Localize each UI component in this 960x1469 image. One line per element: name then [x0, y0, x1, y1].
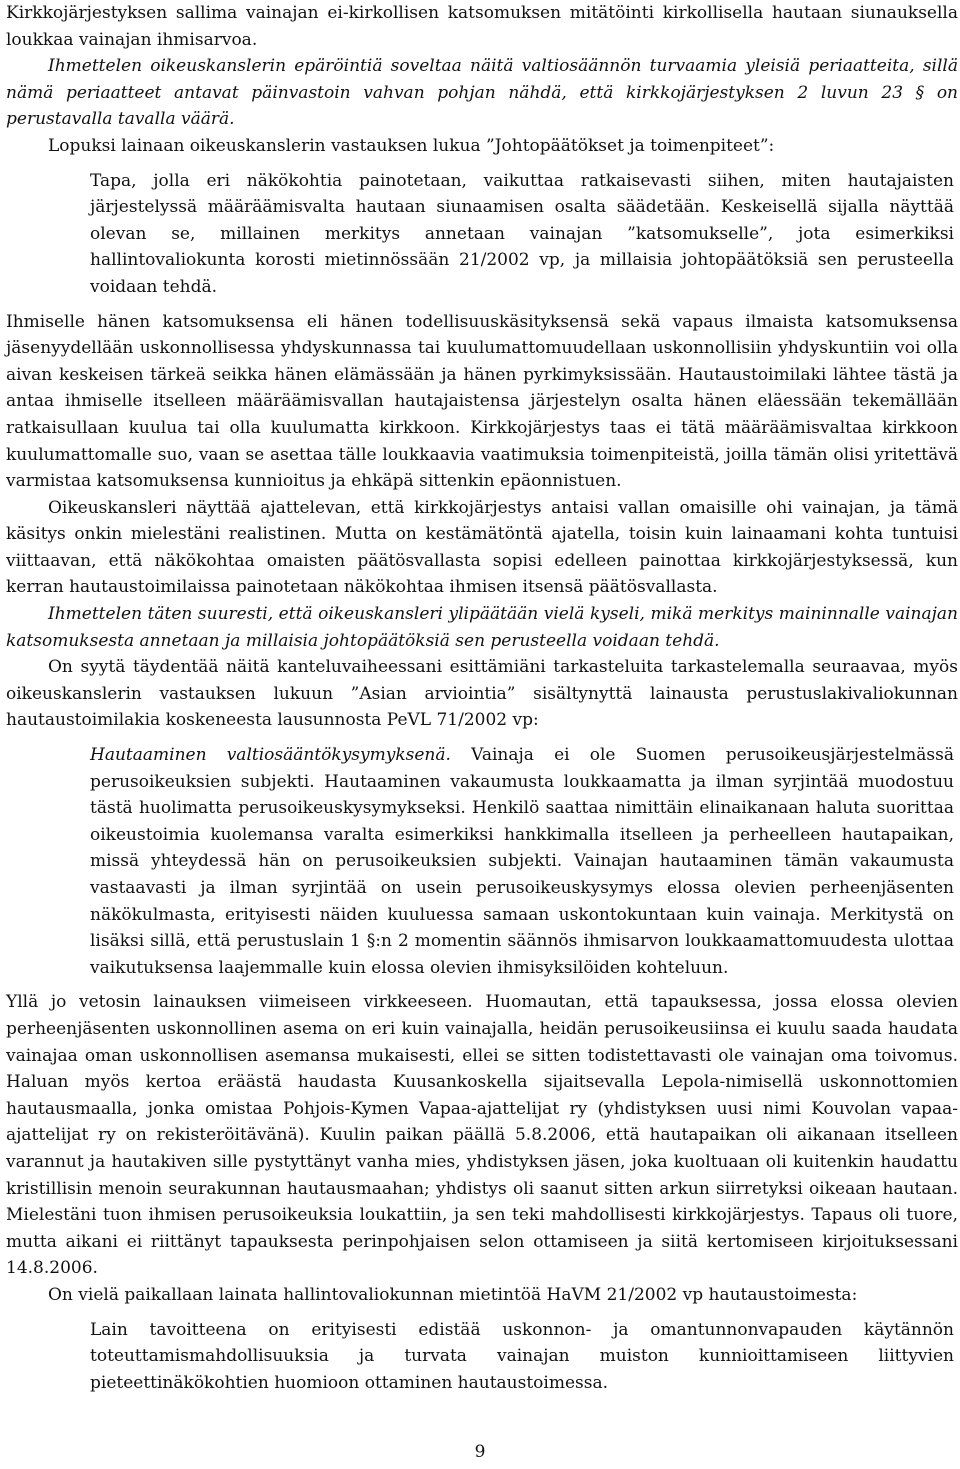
document-page — [6, 0, 958, 1396]
paragraph-2-italic: Ihmettelen oikeuskanslerin epäröintiä soveltaa näitä valtiosäännön turvaamia yleisiä periaatteita, sillä nämä periaatteet antavat päinvastoin vahvan pohjan nähdä, että kirkkojärjestyksen 2 luvun 23 § on perustavalla tavalla väärä. — [6, 56, 958, 130]
paragraph-3: Lopuksi lainaan oikeuskanslerin vastauksen lukua ”Johtopäätökset ja toimenpiteet”: — [48, 135, 775, 156]
paragraph-4: Ihmiselle hänen katsomuksensa eli hänen todellisuuskäsityksensä sekä vapaus ilmaista katsomuksensa jäsenyydellään uskonnollisessa yhdyskunnassa tai kuulumattomuudellaan uskonnollisiin yhdyskuntiin voi olla aivan keskeisen tärkeä seikka hänen elämässään ja hänen pyrkimyksissään. Hautaustoimilaki lähtee tästä ja antaa ihmiselle itselleen määräämisvallan hautajaistensa järjestelyn osalta hänen eläessään tekemällään ratkaisullaan kuulua tai olla kuulumatta kirkkoon. Kirkkojärjestys taas ei tätä määräämisvaltaa kirkkoon kuulumattomalle suo, vaan se asettaa tälle loukkaavia vaatimuksia toimenpiteistä, joilla tämän olisi yritettävä varmistaa katsomuksensa kunnioitus ja ehkäpä sittenkin epäonnistuen. — [6, 311, 958, 492]
paragraph-1: Kirkkojärjestyksen sallima vainajan ei-kirkollisen katsomuksen mitätöinti kirkollisella hautaan siunauksella loukkaa vainajan ihmisarvoa. — [6, 3, 958, 50]
paragraph-6-italic: Ihmettelen täten suuresti, että oikeuskansleri ylipäätään vielä kyseli, mikä merkitys maininnalle vainajan katsomuksesta annetaan ja millaisia johtopäätöksiä sen perusteella voidaan tehdä. — [6, 604, 958, 651]
quote-2-body: Vainaja ei ole Suomen perusoikeusjärjestelmässä perusoikeuksien subjekti. Hautaaminen vakaumusta loukkaamatta ja ilman syrjintää muodostuu tästä huolimatta perusoikeuskysymykseksi. Henkilö saattaa nimittäin elinaikanaan haluta suorittaa oikeustoimia kuolemansa varalta esimerkiksi hankkimalla itselleen ja perheelleen hautapaikan, missä yhteydessä hän on perusoikeuksien subjekti. Vainajan hautaaminen tämän vakaumusta vastaavasti ja ilman syrjintää on usein perusoikeuskysymys elossa olevien perheenjäsenten näkökulmasta, erityisesti näiden kuuluessa samaan uskontokuntaan kuin vainaja. Merkitystä on lisäksi sillä, että perustuslain 1 §:n 2 momentin säännös ihmisarvon loukkaamattomuudesta ulottaa vaikutuksensa laajemmalle kuin elossa olevien ihmisyksilöiden kohteluun. — [90, 745, 954, 978]
paragraph-7: On syytä täydentää näitä kanteluvaiheessani esittämiäni tarkasteluita tarkastelemalla seuraavaa, myös oikeuskanslerin vastauksen lukuun ”Asian arviointia” sisältynyttä lainausta perustuslakivaliokunnan hautaustoimilakia koskeneesta lausunnosta PeVL 71/2002 vp: — [6, 657, 958, 731]
quote-2-heading: Hautaaminen valtiosääntökysymyksenä. — [90, 745, 451, 766]
paragraph-8: Yllä jo vetosin lainauksen viimeiseen virkkeeseen. Huomautan, että tapauksessa, jossa elossa olevien perheenjäsenten uskonnollinen asema on eri kuin vainajalla, heidän perusoikeusiinsa ei kuulu saada haudata vainajaa oman uskonnollisen asemansa mukaisesti, ellei se sitten todistettavasti ole vainajan oma toivomus. Haluan myös kertoa eräästä haudasta Kuusankoskella sijaitsevalla Lepola-nimisellä uskonnottomien hautausmaalla, jonka omistaa Pohjois-Kymen Vapaa-ajattelijat ry (yhdistyksen uusi nimi Kouvolan vapaa-ajattelijat ry on rekisteröitävänä). Kuulin paikan päällä 5.8.2006, että hautapaikan oli aikanaan itselleen varannut ja hautakiven sille pystyttänyt vanha mies, yhdistyksen jäsen, joka kuoltuaan oli kuitenkin haudattu kristillisin menoin seurakunnan hautausmaahan; yhdistys oli saanut sitten arkun siirretyksi oikeaan hautaan. Mielestäni tuon ihmisen perusoikeuksia loukattiin, ja sen teki mahdollisesti kirkkojärjestys. Tapaus oli tuore, mutta aikani ei riittänyt tapauksesta perinpohjaisen selon ottamiseen ja siitä kertomiseen kirjoituksessani 14.8.2006. — [6, 992, 958, 1279]
quote-3: Lain tavoitteena on erityisesti edistää uskonnon- ja omantunnonvapauden käytännön toteuttamismahdollisuuksia ja turvata vainajan muiston kunnioittamiseen liittyvien pieteettinäkökohtien huomioon ottaminen hautaustoimessa. — [90, 1319, 954, 1393]
paragraph-9: On vielä paikallaan lainata hallintovaliokunnan mietintöä HaVM 21/2002 vp hautaustoimesta: — [48, 1284, 858, 1305]
quote-1: Tapa, jolla eri näkökohtia painotetaan, vaikuttaa ratkaisevasti siihen, miten hautajaisten järjestelyssä määräämisvalta hautaan siunaamisen osalta säädetään. Keskeisellä sijalla näyttää olevan se, millainen merkitys annetaan vainajan ”katsomukselle”, jota esimerkiksi hallintovaliokunta korosti mietinnössään 21/2002 vp, ja millaisia johtopäätöksiä sen perusteella voidaan tehdä. — [90, 170, 954, 297]
paragraph-5: Oikeuskansleri näyttää ajattelevan, että kirkkojärjestys antaisi vallan omaisille ohi vainajan, ja tämä käsitys onkin mielestäni realistinen. Mutta on kestämätöntä ajatella, toisin kuin lainaamani kohta tuntuisi viittaavan, että näkökohtaa omaisten päätösvallasta sopisi edelleen painottaa kirkkojärjestyksessä, kun kerran hautaustoimilaissa painotetaan näkökohtaa ihmisen itsensä päätösvallasta. — [6, 497, 958, 598]
page-number: 9 — [474, 1442, 486, 1462]
quote-2 — [90, 742, 954, 981]
